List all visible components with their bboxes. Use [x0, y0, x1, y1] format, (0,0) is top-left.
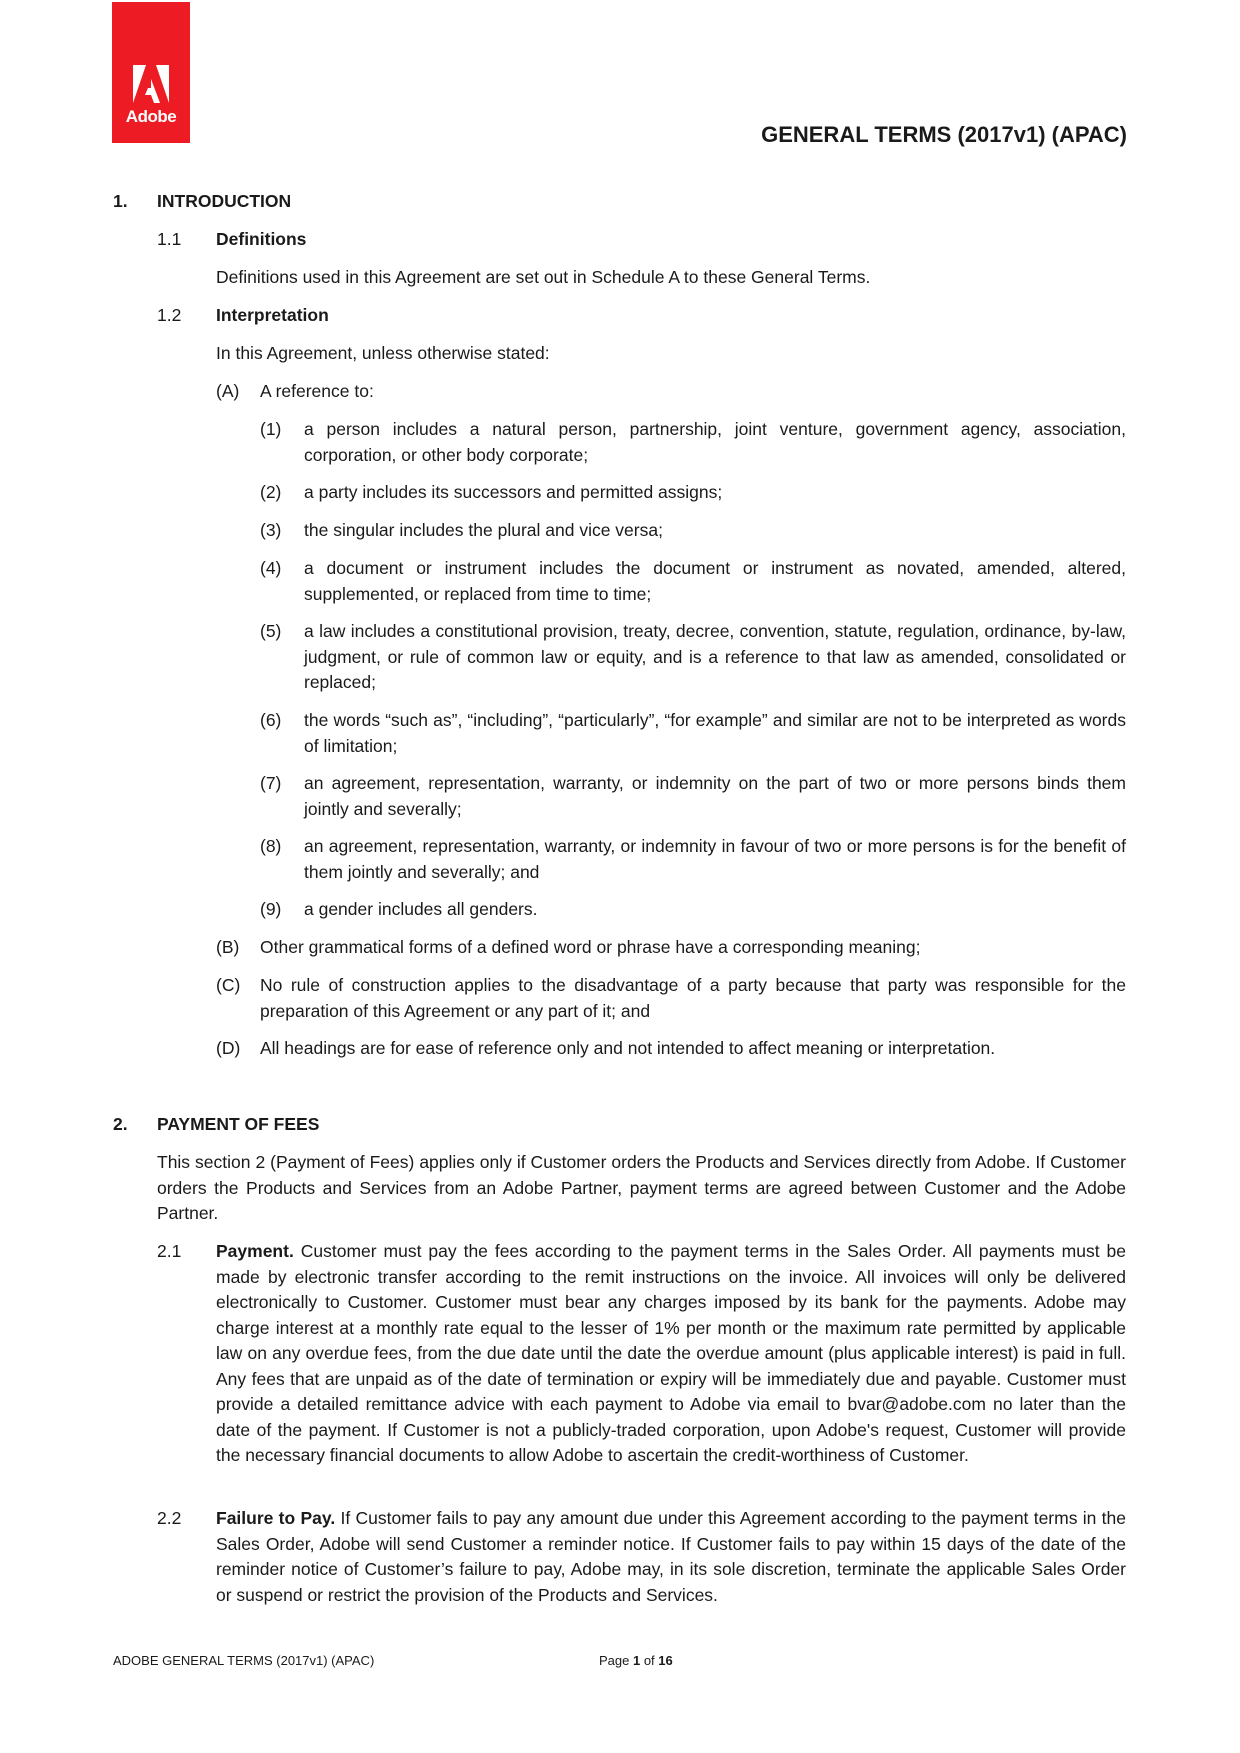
clause-1-2-number: 1.2 [157, 305, 182, 325]
sub-item-label: (8) [260, 836, 282, 856]
sub-item-text: an agreement, representation, warranty, or indemnity in favour of two or more persons is for the benefit of them jointly and severally; and [304, 836, 1126, 882]
sub-item-text: a party includes its successors and permitted assigns; [304, 482, 723, 502]
sub-item-label: (7) [260, 773, 282, 793]
item-C-label: (C) [216, 975, 241, 995]
sub-item-text: a gender includes all genders. [304, 899, 538, 919]
sub-item-label: (2) [260, 482, 282, 502]
clause-2-2-number: 2.2 [157, 1508, 182, 1528]
clause-1-1-text: Definitions used in this Agreement are set out in Schedule A to these General Terms. [216, 267, 871, 287]
clause-2-1-number: 2.1 [157, 1241, 182, 1261]
logo-text: Adobe [125, 107, 177, 126]
item-D-label: (D) [216, 1038, 241, 1058]
item-A-label: (A) [216, 381, 240, 401]
clause-2-1-title: Payment. [216, 1241, 294, 1261]
sub-item-label: (4) [260, 558, 282, 578]
item-A-text: A reference to: [260, 381, 374, 401]
sub-item-label: (9) [260, 899, 282, 919]
section-2-title: PAYMENT OF FEES [157, 1114, 320, 1134]
sub-item-label: (1) [260, 419, 282, 439]
sub-item-text: a document or instrument includes the document or instrument as novated, amended, altered, supplemented, or replaced from time to time; [304, 558, 1126, 604]
section-1-title: INTRODUCTION [157, 191, 292, 211]
document-title: GENERAL TERMS (2017v1) (APAC) [761, 122, 1127, 147]
clause-2-2-body [216, 1506, 1126, 1608]
clause-1-2-title: Interpretation [216, 305, 329, 325]
footer-document-name: ADOBE GENERAL TERMS (2017v1) (APAC) [113, 1653, 375, 1668]
current-page: 1 [632, 1653, 641, 1668]
item-C-text: No rule of construction applies to the disadvantage of a party because that party was responsible for the preparation of this Agreement or any part of it; and [260, 975, 1126, 1021]
item-B-text: Other grammatical forms of a defined word or phrase have a corresponding meaning; [260, 937, 921, 957]
sub-item-text: a law includes a constitutional provision, treaty, decree, convention, statute, regulation, ordinance, by-law, judgment, or rule of common law or equity, and is a reference to that law as amended, consolidated or replaced; [304, 621, 1126, 692]
footer-page-number [599, 1653, 673, 1669]
adobe-a-icon [133, 65, 169, 103]
clause-2-1-text: Customer must pay the fees according to the payment terms in the Sales Order. All payments must be made by electronic transfer according to the remit instructions on the invoice. All invoices will only be delivered electronically to Customer. Customer must bear any charges imposed by its bank for the payments. Adobe may charge interest at a monthly rate equal to the lesser of 1% per month or the maximum rate permitted by applicable law on any overdue fees, from the due date until the date the overdue amount (plus applicable interest) is paid in full. Any fees that are unpaid as of the date of termination or expiry will be immediately due and payable. Customer must provide a detailed remittance advice with each payment to Adobe via email to bvar@adobe.com no later than the date of the payment. If Customer is not a publicly-traded corporation, upon Adobe's request, Customer will provide the necessary financial documents to allow Adobe to ascertain the credit-worthiness of Customer. [216, 1241, 1126, 1465]
clause-2-1-body [216, 1239, 1126, 1469]
clause-1-2-text: In this Agreement, unless otherwise stated: [216, 343, 550, 363]
sub-item-text: the words “such as”, “including”, “particularly”, “for example” and similar are not to be interpreted as words of limitation; [304, 710, 1126, 756]
total-pages: 16 [658, 1653, 673, 1668]
clause-2-2-title: Failure to Pay. [216, 1508, 336, 1528]
sub-item-label: (6) [260, 710, 282, 730]
section-2-number: 2. [113, 1114, 128, 1134]
page-of: of [640, 1653, 659, 1668]
adobe-logo [112, 2, 190, 143]
sub-item-text: an agreement, representation, warranty, or indemnity on the part of two or more persons binds them jointly and severally; [304, 773, 1126, 819]
section-2-intro: This section 2 (Payment of Fees) applies only if Customer orders the Products and Services directly from Adobe. If Customer orders the Products and Services from an Adobe Partner, payment terms are agreed between Customer and the Adobe Partner. [157, 1152, 1126, 1223]
sub-item-text: a person includes a natural person, partnership, joint venture, government agency, association, corporation, or other body corporate; [304, 419, 1126, 465]
clause-1-1-number: 1.1 [157, 229, 182, 249]
item-D-text: All headings are for ease of reference only and not intended to affect meaning or interpretation. [260, 1038, 996, 1058]
sub-item-label: (3) [260, 520, 282, 540]
sub-item-label: (5) [260, 621, 282, 641]
page-prefix: Page [599, 1653, 633, 1668]
item-B-label: (B) [216, 937, 240, 957]
clause-2-2-text: If Customer fails to pay any amount due under this Agreement according to the payment terms in the Sales Order, Adobe will send Customer a reminder notice. If Customer fails to pay within 15 days of the date of the reminder notice of Customer’s failure to pay, Adobe may, in its sole discretion, terminate the applicable Sales Order or suspend or restrict the provision of the Products and Services. [216, 1508, 1126, 1605]
sub-item-text: the singular includes the plural and vice versa; [304, 520, 663, 540]
section-1-number: 1. [113, 191, 128, 211]
clause-1-1-title: Definitions [216, 229, 307, 249]
